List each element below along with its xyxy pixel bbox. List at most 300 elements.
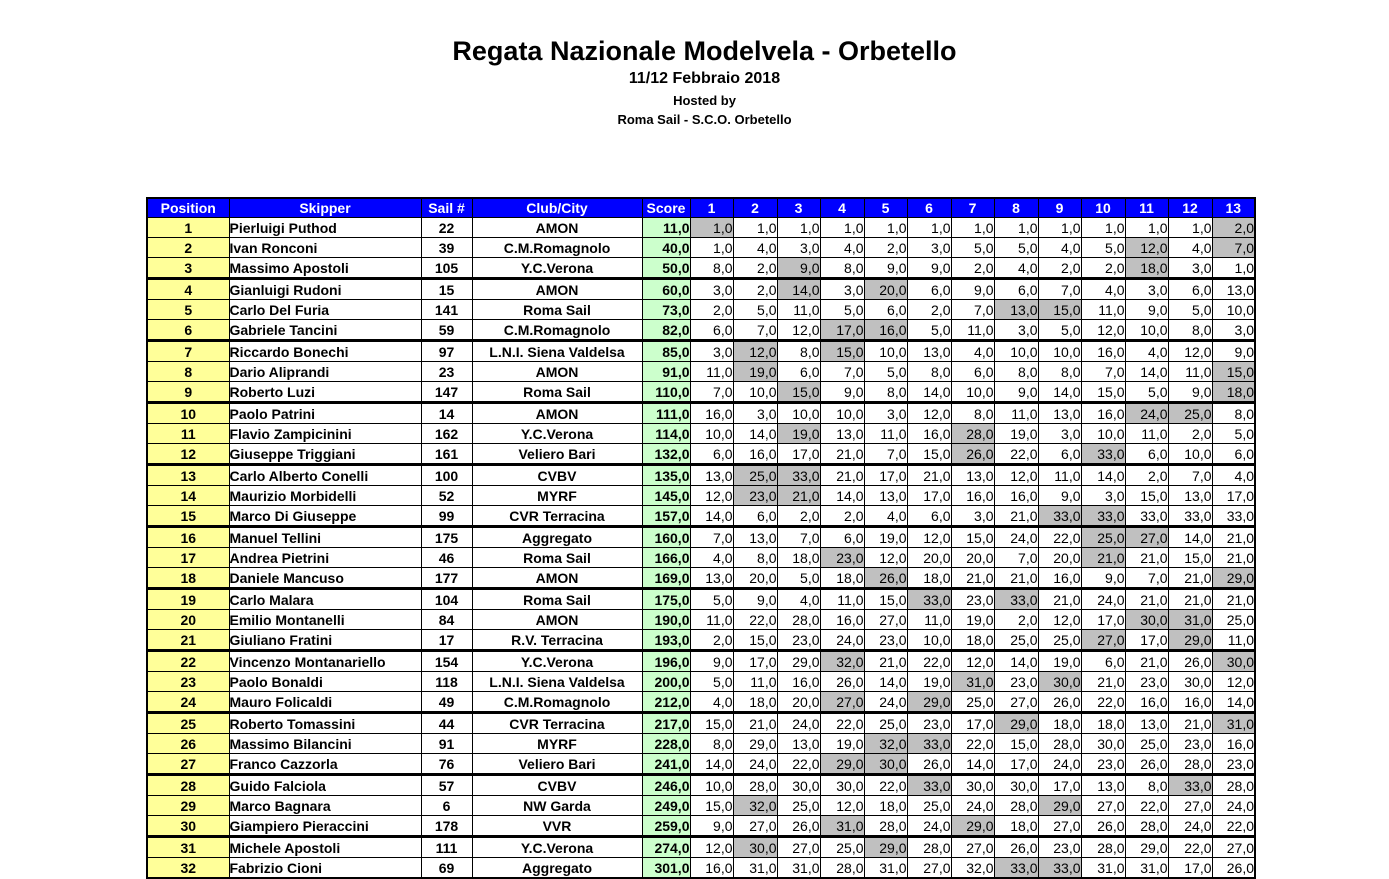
- race-result: 2,0: [820, 506, 864, 527]
- race-result-discarded: 31,0: [1168, 610, 1212, 630]
- race-result: 27,0: [951, 837, 994, 858]
- event-date: 11/12 Febbraio 2018: [628, 70, 781, 87]
- race-result: 14,0: [690, 506, 733, 527]
- race-result: 31,0: [777, 858, 820, 879]
- race-result: 29,0: [733, 734, 777, 754]
- position-cell: 19: [147, 589, 229, 610]
- race-result: 4,0: [1125, 341, 1168, 362]
- score-cell: 200,0: [642, 672, 690, 692]
- race-result: 13,0: [690, 568, 733, 589]
- column-header-race: 4: [820, 198, 864, 218]
- race-result: 27,0: [864, 610, 907, 630]
- race-result: 2,0: [1168, 424, 1212, 444]
- skipper-cell: Giuseppe Triggiani: [229, 444, 421, 465]
- race-result: 21,0: [1168, 713, 1212, 734]
- score-cell: 175,0: [642, 589, 690, 610]
- race-result: 27,0: [994, 692, 1038, 713]
- club-cell: AMON: [472, 568, 642, 589]
- sail-number-cell: 105: [421, 258, 472, 279]
- race-result: 2,0: [907, 300, 951, 320]
- score-cell: 50,0: [642, 258, 690, 279]
- race-result: 30,0: [777, 775, 820, 796]
- race-result: 30,0: [820, 775, 864, 796]
- race-result: 5,0: [733, 300, 777, 320]
- race-result: 21,0: [1168, 568, 1212, 589]
- race-result: 3,0: [820, 279, 864, 300]
- race-result: 25,0: [1212, 610, 1255, 630]
- column-header-race: 1: [690, 198, 733, 218]
- hosted-by-label: Hosted by: [673, 93, 736, 108]
- race-result-discarded: 15,0: [1212, 362, 1255, 382]
- sail-number-cell: 99: [421, 506, 472, 527]
- score-cell: 85,0: [642, 341, 690, 362]
- race-result-discarded: 31,0: [1212, 713, 1255, 734]
- race-result: 17,0: [907, 486, 951, 506]
- race-result: 10,0: [1212, 300, 1255, 320]
- race-result: 24,0: [994, 527, 1038, 548]
- race-result-discarded: 17,0: [820, 320, 864, 341]
- race-result: 23,0: [1168, 734, 1212, 754]
- sail-number-cell: 141: [421, 300, 472, 320]
- table-row: [147, 238, 1255, 258]
- race-result: 27,0: [1081, 796, 1125, 816]
- race-result-discarded: 29,0: [1038, 796, 1081, 816]
- race-result: 13,0: [1038, 403, 1081, 424]
- race-result: 6,0: [907, 506, 951, 527]
- race-result: 19,0: [907, 672, 951, 692]
- position-cell: 13: [147, 465, 229, 486]
- table-row: [147, 300, 1255, 320]
- club-cell: Y.C.Verona: [472, 651, 642, 672]
- race-result: 24,0: [820, 630, 864, 651]
- position-cell: 16: [147, 527, 229, 548]
- club-cell: L.N.I. Siena Valdelsa: [472, 341, 642, 362]
- race-result: 8,0: [1038, 362, 1081, 382]
- page-header: [0, 34, 1389, 129]
- sail-number-cell: 178: [421, 816, 472, 837]
- race-result: 14,0: [1125, 362, 1168, 382]
- race-result: 28,0: [1168, 754, 1212, 775]
- race-result: 8,0: [777, 341, 820, 362]
- race-result: 5,0: [1125, 382, 1168, 403]
- race-result: 14,0: [1212, 692, 1255, 713]
- race-result: 20,0: [1038, 548, 1081, 568]
- race-result: 9,0: [907, 258, 951, 279]
- skipper-cell: Pierluigi Puthod: [229, 218, 421, 238]
- race-result: 10,0: [1081, 424, 1125, 444]
- position-cell: 18: [147, 568, 229, 589]
- skipper-cell: Marco Di Giuseppe: [229, 506, 421, 527]
- race-result-discarded: 23,0: [733, 486, 777, 506]
- race-result: 10,0: [690, 775, 733, 796]
- race-result: 12,0: [1081, 320, 1125, 341]
- race-result: 5,0: [1212, 424, 1255, 444]
- score-cell: 60,0: [642, 279, 690, 300]
- club-cell: C.M.Romagnolo: [472, 692, 642, 713]
- column-header-race: 2: [733, 198, 777, 218]
- race-result-discarded: 33,0: [1081, 506, 1125, 527]
- table-row: [147, 672, 1255, 692]
- club-cell: CVR Terracina: [472, 713, 642, 734]
- race-result: 8,0: [733, 548, 777, 568]
- race-result-discarded: 21,0: [777, 486, 820, 506]
- race-result: 10,0: [1125, 320, 1168, 341]
- score-cell: 160,0: [642, 527, 690, 548]
- score-cell: 82,0: [642, 320, 690, 341]
- score-cell: 249,0: [642, 796, 690, 816]
- race-result: 14,0: [1038, 382, 1081, 403]
- race-result: 13,0: [951, 465, 994, 486]
- race-result: 5,0: [1038, 320, 1081, 341]
- race-result: 7,0: [864, 444, 907, 465]
- race-result: 9,0: [864, 258, 907, 279]
- race-result: 5,0: [864, 362, 907, 382]
- race-result: 11,0: [777, 300, 820, 320]
- race-result: 21,0: [1212, 527, 1255, 548]
- sail-number-cell: 57: [421, 775, 472, 796]
- sail-number-cell: 14: [421, 403, 472, 424]
- table-row: [147, 527, 1255, 548]
- column-header-race: 13: [1212, 198, 1255, 218]
- race-result: 6,0: [820, 527, 864, 548]
- race-result-discarded: 28,0: [951, 424, 994, 444]
- race-result: 11,0: [951, 320, 994, 341]
- sail-number-cell: 175: [421, 527, 472, 548]
- race-result-discarded: 24,0: [1125, 403, 1168, 424]
- skipper-cell: Roberto Tomassini: [229, 713, 421, 734]
- race-result: 7,0: [1081, 362, 1125, 382]
- position-cell: 22: [147, 651, 229, 672]
- race-result: 3,0: [777, 238, 820, 258]
- race-result: 21,0: [1038, 589, 1081, 610]
- sail-number-cell: 147: [421, 382, 472, 403]
- race-result: 18,0: [864, 796, 907, 816]
- race-result: 27,0: [1212, 837, 1255, 858]
- score-cell: 40,0: [642, 238, 690, 258]
- skipper-cell: Roberto Luzi: [229, 382, 421, 403]
- skipper-cell: Carlo Alberto Conelli: [229, 465, 421, 486]
- race-result: 2,0: [690, 300, 733, 320]
- race-result-discarded: 29,0: [951, 816, 994, 837]
- race-result: 16,0: [777, 672, 820, 692]
- race-result: 23,0: [907, 713, 951, 734]
- race-result: 18,0: [994, 816, 1038, 837]
- race-result: 1,0: [1125, 218, 1168, 238]
- race-result: 25,0: [1038, 630, 1081, 651]
- race-result-discarded: 27,0: [820, 692, 864, 713]
- score-cell: 132,0: [642, 444, 690, 465]
- race-result: 7,0: [733, 320, 777, 341]
- race-result: 26,0: [1038, 692, 1081, 713]
- column-header-score: Score: [642, 198, 690, 218]
- club-cell: Y.C.Verona: [472, 424, 642, 444]
- club-cell: CVBV: [472, 465, 642, 486]
- club-cell: AMON: [472, 218, 642, 238]
- race-result: 9,0: [1038, 486, 1081, 506]
- score-cell: 246,0: [642, 775, 690, 796]
- race-result: 6,0: [951, 362, 994, 382]
- table-row: [147, 506, 1255, 527]
- race-result: 21,0: [1125, 651, 1168, 672]
- race-result: 7,0: [690, 382, 733, 403]
- race-result: 25,0: [994, 630, 1038, 651]
- race-result-discarded: 33,0: [1168, 775, 1212, 796]
- skipper-cell: Fabrizio Cioni: [229, 858, 421, 879]
- race-result: 22,0: [1038, 527, 1081, 548]
- race-result: 15,0: [994, 734, 1038, 754]
- race-result: 22,0: [1081, 692, 1125, 713]
- skipper-cell: Daniele Mancuso: [229, 568, 421, 589]
- club-cell: C.M.Romagnolo: [472, 238, 642, 258]
- race-result: 1,0: [1038, 218, 1081, 238]
- club-cell: VVR: [472, 816, 642, 837]
- race-result: 9,0: [994, 382, 1038, 403]
- race-result: 28,0: [994, 796, 1038, 816]
- race-result: 22,0: [994, 444, 1038, 465]
- results-body: [147, 218, 1255, 879]
- race-result: 17,0: [1212, 486, 1255, 506]
- score-cell: 114,0: [642, 424, 690, 444]
- race-result: 30,0: [994, 775, 1038, 796]
- club-cell: CVBV: [472, 775, 642, 796]
- race-result: 14,0: [951, 754, 994, 775]
- position-cell: 21: [147, 630, 229, 651]
- race-result: 24,0: [864, 692, 907, 713]
- race-result: 5,0: [690, 672, 733, 692]
- race-result: 17,0: [1081, 610, 1125, 630]
- race-result: 16,0: [951, 486, 994, 506]
- race-result: 16,0: [1212, 734, 1255, 754]
- skipper-cell: Gianluigi Rudoni: [229, 279, 421, 300]
- position-cell: 3: [147, 258, 229, 279]
- race-result: 14,0: [820, 486, 864, 506]
- club-cell: Roma Sail: [472, 300, 642, 320]
- race-result: 17,0: [864, 465, 907, 486]
- race-result: 21,0: [733, 713, 777, 734]
- race-result-discarded: 9,0: [777, 258, 820, 279]
- race-result: 2,0: [994, 610, 1038, 630]
- race-result: 5,0: [994, 238, 1038, 258]
- race-result: 13,0: [690, 465, 733, 486]
- race-result: 13,0: [733, 527, 777, 548]
- race-result: 7,0: [820, 362, 864, 382]
- skipper-cell: Mauro Folicaldi: [229, 692, 421, 713]
- race-result: 22,0: [951, 734, 994, 754]
- race-result: 2,0: [1081, 258, 1125, 279]
- race-result: 21,0: [1125, 548, 1168, 568]
- position-cell: 9: [147, 382, 229, 403]
- position-cell: 14: [147, 486, 229, 506]
- race-result-discarded: 14,0: [777, 279, 820, 300]
- race-result: 21,0: [820, 465, 864, 486]
- race-result: 15,0: [951, 527, 994, 548]
- race-result: 14,0: [864, 672, 907, 692]
- race-result: 13,0: [1168, 486, 1212, 506]
- skipper-cell: Vincenzo Montanariello: [229, 651, 421, 672]
- race-result-discarded: 33,0: [994, 858, 1038, 879]
- race-result: 23,0: [777, 630, 820, 651]
- race-result: 9,0: [733, 589, 777, 610]
- skipper-cell: Maurizio Morbidelli: [229, 486, 421, 506]
- race-result-discarded: 13,0: [994, 300, 1038, 320]
- score-cell: 91,0: [642, 362, 690, 382]
- race-result: 1,0: [1168, 218, 1212, 238]
- race-result: 20,0: [777, 692, 820, 713]
- sail-number-cell: 104: [421, 589, 472, 610]
- column-header-club: Club/City: [472, 198, 642, 218]
- race-result: 27,0: [1038, 816, 1081, 837]
- race-result: 7,0: [1168, 465, 1212, 486]
- race-result: 15,0: [1125, 486, 1168, 506]
- race-result: 10,0: [733, 382, 777, 403]
- race-result-discarded: 25,0: [1081, 527, 1125, 548]
- table-row: [147, 362, 1255, 382]
- race-result: 13,0: [1125, 713, 1168, 734]
- race-result: 6,0: [1081, 651, 1125, 672]
- score-cell: 166,0: [642, 548, 690, 568]
- race-result: 10,0: [820, 403, 864, 424]
- race-result: 21,0: [1081, 672, 1125, 692]
- sail-number-cell: 49: [421, 692, 472, 713]
- race-result: 7,0: [1125, 568, 1168, 589]
- race-result-discarded: 30,0: [864, 754, 907, 775]
- race-result: 9,0: [1125, 300, 1168, 320]
- race-result: 7,0: [777, 527, 820, 548]
- race-result-discarded: 25,0: [733, 465, 777, 486]
- race-result: 6,0: [1168, 279, 1212, 300]
- sail-number-cell: 154: [421, 651, 472, 672]
- club-cell: AMON: [472, 610, 642, 630]
- position-cell: 20: [147, 610, 229, 630]
- race-result: 1,0: [690, 238, 733, 258]
- race-result: 14,0: [690, 754, 733, 775]
- race-result: 8,0: [951, 403, 994, 424]
- position-cell: 5: [147, 300, 229, 320]
- race-result: 13,0: [907, 341, 951, 362]
- race-result: 2,0: [690, 630, 733, 651]
- table-row: [147, 320, 1255, 341]
- skipper-cell: Giampiero Pieraccini: [229, 816, 421, 837]
- race-result-discarded: 15,0: [777, 382, 820, 403]
- race-result: 16,0: [1081, 341, 1125, 362]
- sail-number-cell: 17: [421, 630, 472, 651]
- race-result: 23,0: [1081, 754, 1125, 775]
- race-result: 6,0: [690, 320, 733, 341]
- race-result: 3,0: [907, 238, 951, 258]
- race-result: 7,0: [994, 548, 1038, 568]
- column-header-position: Position: [147, 198, 229, 218]
- race-result: 28,0: [777, 610, 820, 630]
- race-result: 25,0: [1125, 734, 1168, 754]
- race-result: 18,0: [777, 548, 820, 568]
- position-cell: 28: [147, 775, 229, 796]
- race-result: 21,0: [1168, 589, 1212, 610]
- sail-number-cell: 22: [421, 218, 472, 238]
- race-result: 25,0: [864, 713, 907, 734]
- race-result: 14,0: [994, 651, 1038, 672]
- race-result: 8,0: [994, 362, 1038, 382]
- race-result-discarded: 33,0: [1038, 858, 1081, 879]
- race-result: 26,0: [1081, 816, 1125, 837]
- race-result-discarded: 25,0: [1168, 403, 1212, 424]
- race-result: 1,0: [820, 218, 864, 238]
- race-result: 21,0: [820, 444, 864, 465]
- race-result-discarded: 30,0: [1212, 651, 1255, 672]
- score-cell: 11,0: [642, 218, 690, 238]
- table-row: [147, 403, 1255, 424]
- race-result: 3,0: [1212, 320, 1255, 341]
- club-cell: Aggregato: [472, 858, 642, 879]
- column-header-skipper: Skipper: [229, 198, 421, 218]
- race-result-discarded: 21,0: [1081, 548, 1125, 568]
- race-result: 10,0: [907, 630, 951, 651]
- position-cell: 4: [147, 279, 229, 300]
- race-result: 11,0: [1168, 362, 1212, 382]
- race-result: 28,0: [1038, 734, 1081, 754]
- race-result: 3,0: [951, 506, 994, 527]
- race-result: 4,0: [864, 506, 907, 527]
- race-result: 10,0: [951, 382, 994, 403]
- race-result: 16,0: [820, 610, 864, 630]
- position-cell: 6: [147, 320, 229, 341]
- table-row: [147, 692, 1255, 713]
- table-row: [147, 858, 1255, 879]
- club-cell: MYRF: [472, 486, 642, 506]
- race-result: 16,0: [1038, 568, 1081, 589]
- race-result: 30,0: [1168, 672, 1212, 692]
- race-result: 22,0: [1125, 796, 1168, 816]
- race-result: 10,0: [690, 424, 733, 444]
- table-row: [147, 651, 1255, 672]
- race-result: 12,0: [1038, 610, 1081, 630]
- race-result: 17,0: [777, 444, 820, 465]
- sail-number-cell: 177: [421, 568, 472, 589]
- race-result: 15,0: [1081, 382, 1125, 403]
- race-result: 27,0: [733, 816, 777, 837]
- race-result-discarded: 31,0: [951, 672, 994, 692]
- race-result: 24,0: [777, 713, 820, 734]
- skipper-cell: Marco Bagnara: [229, 796, 421, 816]
- race-result-discarded: 23,0: [820, 548, 864, 568]
- race-result: 23,0: [1038, 837, 1081, 858]
- race-result: 2,0: [864, 238, 907, 258]
- column-header-race: 9: [1038, 198, 1081, 218]
- race-result: 24,0: [733, 754, 777, 775]
- race-result: 21,0: [1125, 589, 1168, 610]
- race-result-discarded: 33,0: [907, 734, 951, 754]
- score-cell: 169,0: [642, 568, 690, 589]
- page-title: Regata Nazionale Modelvela - Orbetello: [452, 36, 957, 66]
- race-result: 25,0: [907, 796, 951, 816]
- race-result: 21,0: [1212, 548, 1255, 568]
- race-result: 15,0: [690, 796, 733, 816]
- race-result: 7,0: [690, 527, 733, 548]
- sail-number-cell: 111: [421, 837, 472, 858]
- column-header-race: 10: [1081, 198, 1125, 218]
- club-cell: Roma Sail: [472, 382, 642, 403]
- race-result: 23,0: [1212, 754, 1255, 775]
- race-result: 2,0: [1038, 258, 1081, 279]
- race-result: 8,0: [907, 362, 951, 382]
- race-result: 23,0: [1125, 672, 1168, 692]
- club-cell: C.M.Romagnolo: [472, 320, 642, 341]
- race-result-discarded: 33,0: [777, 465, 820, 486]
- race-result: 18,0: [907, 568, 951, 589]
- race-result: 6,0: [907, 279, 951, 300]
- race-result: 9,0: [690, 651, 733, 672]
- club-cell: Y.C.Verona: [472, 837, 642, 858]
- race-result: 8,0: [864, 382, 907, 403]
